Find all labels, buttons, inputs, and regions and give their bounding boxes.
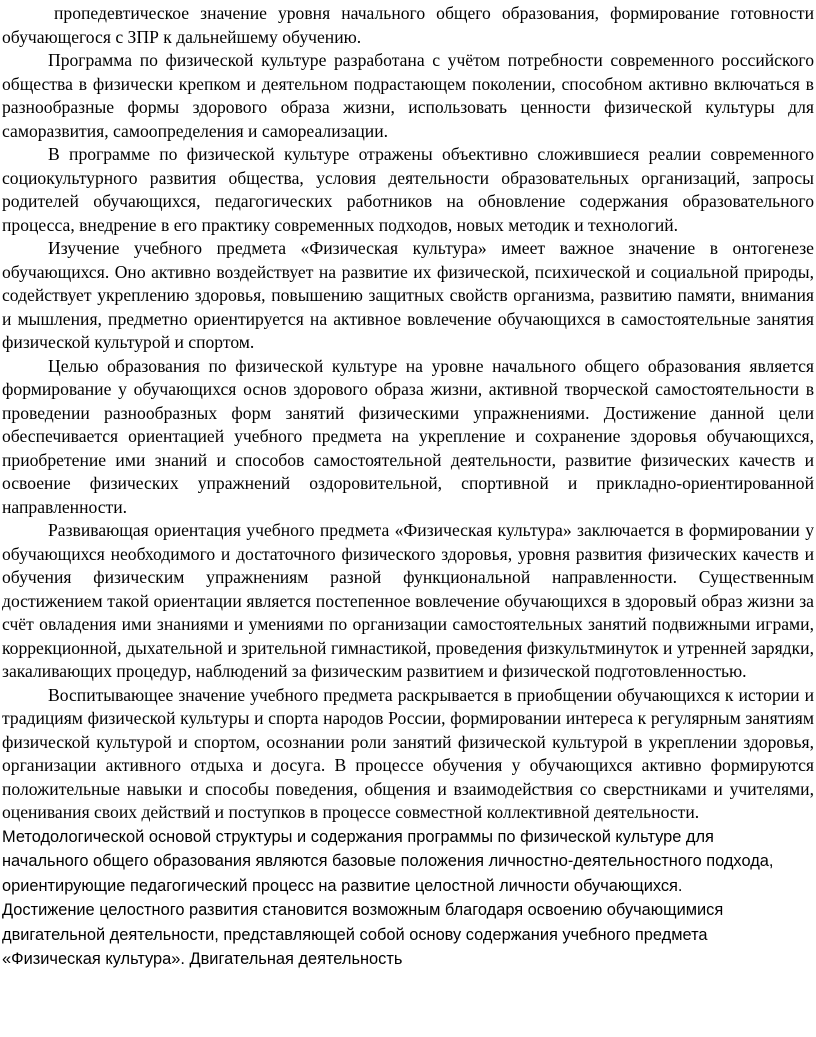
paragraph-intro-continuation: пропедевтическое значение уровня начального общего образования, формирование готовности обучающегося с ЗПР к дальнейшему обучению.	[2, 3, 814, 47]
tail-line: Методологической основой структуры и содержания программы по физической культуре для	[2, 827, 714, 846]
tail-line: начального общего образования являются базовые положения личностно-деятельностного подхода,	[2, 852, 774, 870]
methodology-section	[2, 825, 814, 972]
tail-line: ориентирующие педагогический процесс на развитие целостной личности обучающихся.	[2, 876, 683, 895]
tail-line: Достижение целостного развития становится возможным благодаря освоению обучающимися	[2, 901, 724, 919]
tail-line: «Физическая культура». Двигательная деятельность	[2, 950, 403, 968]
tail-line: двигательной деятельности, представляющей собой основу содержания учебного предмета	[2, 925, 708, 944]
paragraph-program-basis: Программа по физической культуре разработана с учётом потребности современного российского общества в физически крепком и деятельном подрастающем поколении, способном активно включаться в разнообразные формы здорового образа жизни, использовать ценности физической культуры для саморазвития, самоопределения и самореализации.	[2, 50, 814, 141]
paragraph-realities: В программе по физической культуре отражены объективно сложившиеся реалии современного социокультурного развития общества, условия деятельности образовательных организаций, запросы родителей обучающихся, педагогических работников на обновление содержания образовательного процесса, внедрение в его практику современных подходов, новых методик и технологий.	[2, 144, 814, 235]
paragraph-ontogenesis: Изучение учебного предмета «Физическая культура» имеет важное значение в онтогенезе обучающихся. Оно активно воздействует на развитие их физической, психической и социальной природы, содействует укреплению здоровья, повышению защитных свойств организма, развитию памяти, внимания и мышления, предметно ориентируется на активное вовлечение обучающихся в самостоятельные занятия физической культурой и спортом.	[2, 238, 814, 352]
paragraph-educational-value: Воспитывающее значение учебного предмета раскрывается в приобщении обучающихся к истории и традициям физической культуры и спорта народов России, формировании интереса к регулярным занятиям физической культурой и спортом, осознании роли занятий физической культурой в укреплении здоровья, организации активного отдыха и досуга. В процессе обучения у обучающихся активно формируются положительные навыки и способы поведения, общения и взаимодействия со сверстниками и учителями, оценивания своих действий и поступков в процессе совместной коллективной деятельности.	[2, 684, 814, 822]
paragraph-developmental-orientation: Развивающая ориентация учебного предмета «Физическая культура» заключается в формировании у обучающихся необходимого и достаточного физического здоровья, уровня развития физических качеств и обучения физическим упражнениям разной функциональной направленности. Существенным достижением такой ориентации является постепенное вовлечение обучающихся в здоровый образ жизни за счёт овладения ими знаниями и умениями по организации самостоятельных занятий подвижными играми, коррекционной, дыхательной и зрительной гимнастикой, проведения физкультминуток и утренней зарядки, закаливающих процедур, наблюдений за физическим развитием и физической подготовленностью.	[2, 520, 814, 681]
paragraph-goal: Целью образования по физической культуре на уровне начального общего образования является формирование у обучающихся основ здорового образа жизни, активной творческой самостоятельности в проведении разнообразных форм занятий физическими упражнениями. Достижение данной цели обеспечивается ориентацией учебного предмета на укрепление и сохранение здоровья обучающихся, приобретение ими знаний и способов самостоятельной деятельности, развитие физических качеств и освоение физических упражнений оздоровительной, спортивной и прикладно-ориентированной направленности.	[2, 355, 814, 517]
